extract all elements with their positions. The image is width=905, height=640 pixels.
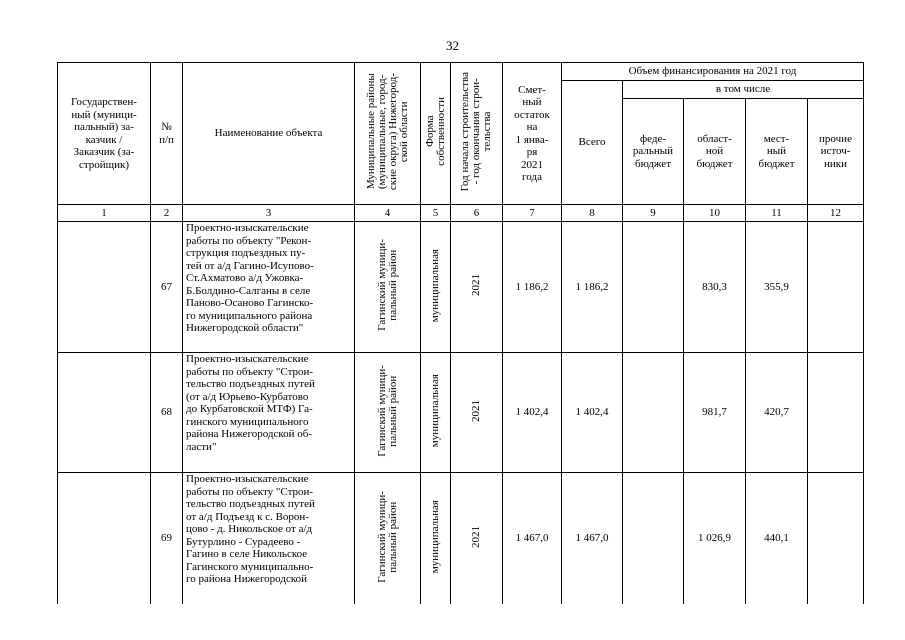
column-number: 11 <box>746 205 808 222</box>
year: 2021 <box>470 399 482 422</box>
header-years: Год начала строительства - год окончания строи- тельства <box>459 72 493 192</box>
total-value: 1 186,2 <box>562 222 623 353</box>
column-number: 1 <box>58 205 151 222</box>
year: 2021 <box>470 525 482 548</box>
column-number: 6 <box>451 205 503 222</box>
header-including: в том числе <box>623 81 864 99</box>
other-value <box>808 353 864 473</box>
header-ownership-cell <box>421 63 451 205</box>
federal-value <box>623 473 684 604</box>
row-number: 68 <box>151 353 183 473</box>
header-districts-cell <box>355 63 421 205</box>
local-value: 440,1 <box>746 473 808 604</box>
header-years-cell <box>451 63 503 205</box>
ownership: муниципальная <box>429 374 441 448</box>
column-number: 2 <box>151 205 183 222</box>
header-federal: феде- ральный бюджет <box>623 99 684 205</box>
regional-value: 981,7 <box>684 353 746 473</box>
federal-value <box>623 353 684 473</box>
ownership-cell <box>421 473 451 604</box>
table-row <box>58 473 864 604</box>
ownership: муниципальная <box>429 248 441 322</box>
district: Гагинский муници- пальный район <box>375 239 399 332</box>
district-cell <box>355 353 421 473</box>
header-ownership: Форма собственности <box>423 97 447 167</box>
federal-value <box>623 222 684 353</box>
local-value: 420,7 <box>746 353 808 473</box>
header-districts: Муниципальные районы (муниципальные, город- ские округа) Нижегород- ской области <box>364 73 410 191</box>
column-number: 5 <box>421 205 451 222</box>
header-row-1 <box>58 63 864 81</box>
total-value: 1 467,0 <box>562 473 623 604</box>
header-object-name: Наименование объекта <box>183 63 355 205</box>
object-name: Проектно-изыскательские работы по объекту "Строи- тельство подъездных путей (от а/д Юрьево-Курбатово до Курбатовской МТФ) Га- гинского муниципального района Нижегородской об- ласти" <box>183 353 355 473</box>
district: Гагинский муници- пальный район <box>375 364 399 457</box>
page-number: 32 <box>446 38 459 53</box>
year-cell <box>451 473 503 604</box>
header-num: № п/п <box>151 63 183 205</box>
estimate-value: 1 186,2 <box>503 222 562 353</box>
header-local: мест- ный бюджет <box>746 99 808 205</box>
header-other: прочие источ- ники <box>808 99 864 205</box>
district-cell <box>355 473 421 604</box>
object-name: Проектно-изыскательские работы по объекту "Строи- тельство подъездных путей от а/д Подъезд к с. Ворон- цово - д. Никольское от а/д Бутурлино - Сурадеево - Гагино в селе Никольское Гагинского муниципально- го района Нижегородской <box>183 473 355 604</box>
year-cell <box>451 222 503 353</box>
header-financing: Объем финансирования на 2021 год <box>562 63 864 81</box>
year-cell <box>451 353 503 473</box>
column-number: 9 <box>623 205 684 222</box>
regional-value: 1 026,9 <box>684 473 746 604</box>
ownership: муниципальная <box>429 499 441 574</box>
other-value <box>808 222 864 353</box>
table-row <box>58 353 864 473</box>
row-number: 69 <box>151 473 183 604</box>
column-number: 4 <box>355 205 421 222</box>
column-number-row <box>58 205 864 222</box>
financing-table <box>57 62 864 604</box>
district: Гагинский муници- пальный район <box>375 490 399 583</box>
column-number: 8 <box>562 205 623 222</box>
column-number: 7 <box>503 205 562 222</box>
district-cell <box>355 222 421 353</box>
estimate-value: 1 467,0 <box>503 473 562 604</box>
customer-cell <box>58 473 151 604</box>
object-name: Проектно-изыскательские работы по объекту "Рекон- струкция подъездных пу- тей от а/д Гагино-Исупово- Ст.Ахматово а/д Ужовка- Б.Болдино-Салганы в селе Паново-Осаново Гагинско- го муниципального района Нижегородской области" <box>183 222 355 353</box>
total-value: 1 402,4 <box>562 353 623 473</box>
table-row <box>58 222 864 353</box>
column-number: 10 <box>684 205 746 222</box>
regional-value: 830,3 <box>684 222 746 353</box>
column-number: 12 <box>808 205 864 222</box>
estimate-value: 1 402,4 <box>503 353 562 473</box>
local-value: 355,9 <box>746 222 808 353</box>
other-value <box>808 473 864 604</box>
header-total: Всего <box>562 81 623 205</box>
customer-cell <box>58 353 151 473</box>
column-number: 3 <box>183 205 355 222</box>
ownership-cell <box>421 353 451 473</box>
customer-cell <box>58 222 151 353</box>
year: 2021 <box>470 274 482 297</box>
header-customer: Государствен- ный (муници- пальный) за- казчик / Заказчик (за- стройщик) <box>58 63 151 205</box>
row-number: 67 <box>151 222 183 353</box>
ownership-cell <box>421 222 451 353</box>
header-regional: област- ной бюджет <box>684 99 746 205</box>
header-estimate: Смет- ный остаток на 1 янва- ря 2021 года <box>503 63 562 205</box>
